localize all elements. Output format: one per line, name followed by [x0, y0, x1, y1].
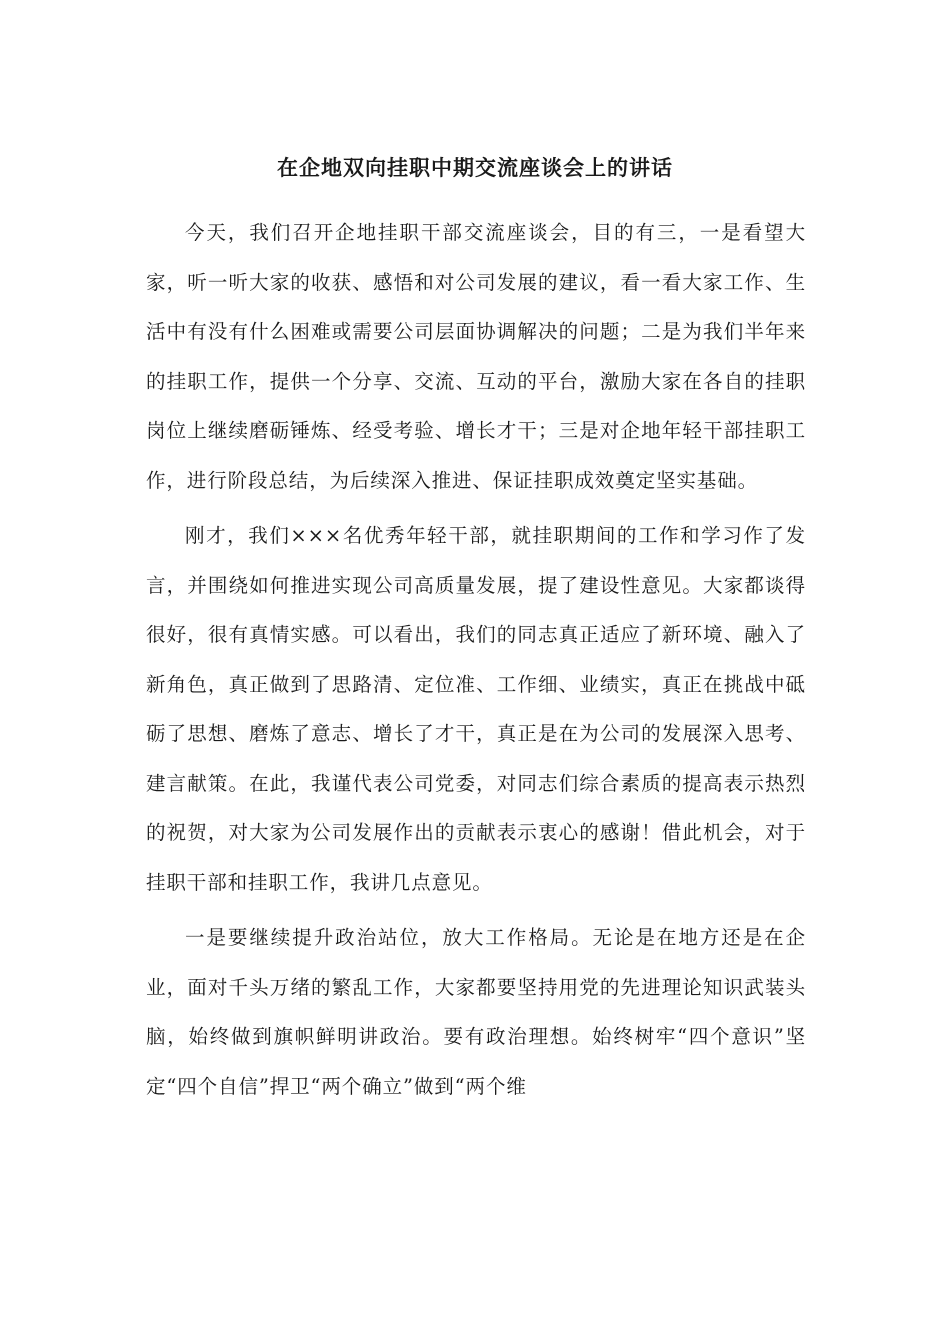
paragraph-review: 刚才，我们×××名优秀年轻干部，就挂职期间的工作和学习作了发言，并围绕如何推进实现公司高质量发展，提了建设性意见。大家都谈得很好，很有真情实感。可以看出，我们的同志真正适应了新环境、融入了新角色，真正做到了思路清、定位准、工作细、业绩实，真正在挑战中砥砺了思想、磨炼了意志、增长了才干，真正是在为公司的发展深入思考、建言献策。在此，我谨代表公司党委，对同志们综合素质的提高表示热烈的祝贺，对大家为公司发展作出的贡献表示衷心的感谢！借此机会，对于挂职干部和挂职工作，我讲几点意见。	[146, 524, 806, 894]
document-body	[146, 208, 806, 1111]
paragraph-point-one: 一是要继续提升政治站位，放大工作格局。无论是在地方还是在企业，面对千头万绪的繁乱工作，大家都要坚持用党的先进理论知识武装头脑，始终做到旗帜鲜明讲政治。要有政治理想。始终树牢“四个意识”坚定“四个自信”捍卫“两个确立”做到“两个维	[146, 926, 806, 1098]
paragraph-opening: 今天，我们召开企地挂职干部交流座谈会，目的有三，一是看望大家，听一听大家的收获、感悟和对公司发展的建议，看一看大家工作、生活中有没有什么困难或需要公司层面协调解决的问题；二是为我们半年来的挂职工作，提供一个分享、交流、互动的平台，激励大家在各自的挂职岗位上继续磨砺锤炼、经受考验、增长才干；三是对企地年轻干部挂职工作，进行阶段总结，为后续深入推进、保证挂职成效奠定坚实基础。	[146, 221, 806, 492]
document-title: 在企地双向挂职中期交流座谈会上的讲话	[277, 155, 673, 180]
